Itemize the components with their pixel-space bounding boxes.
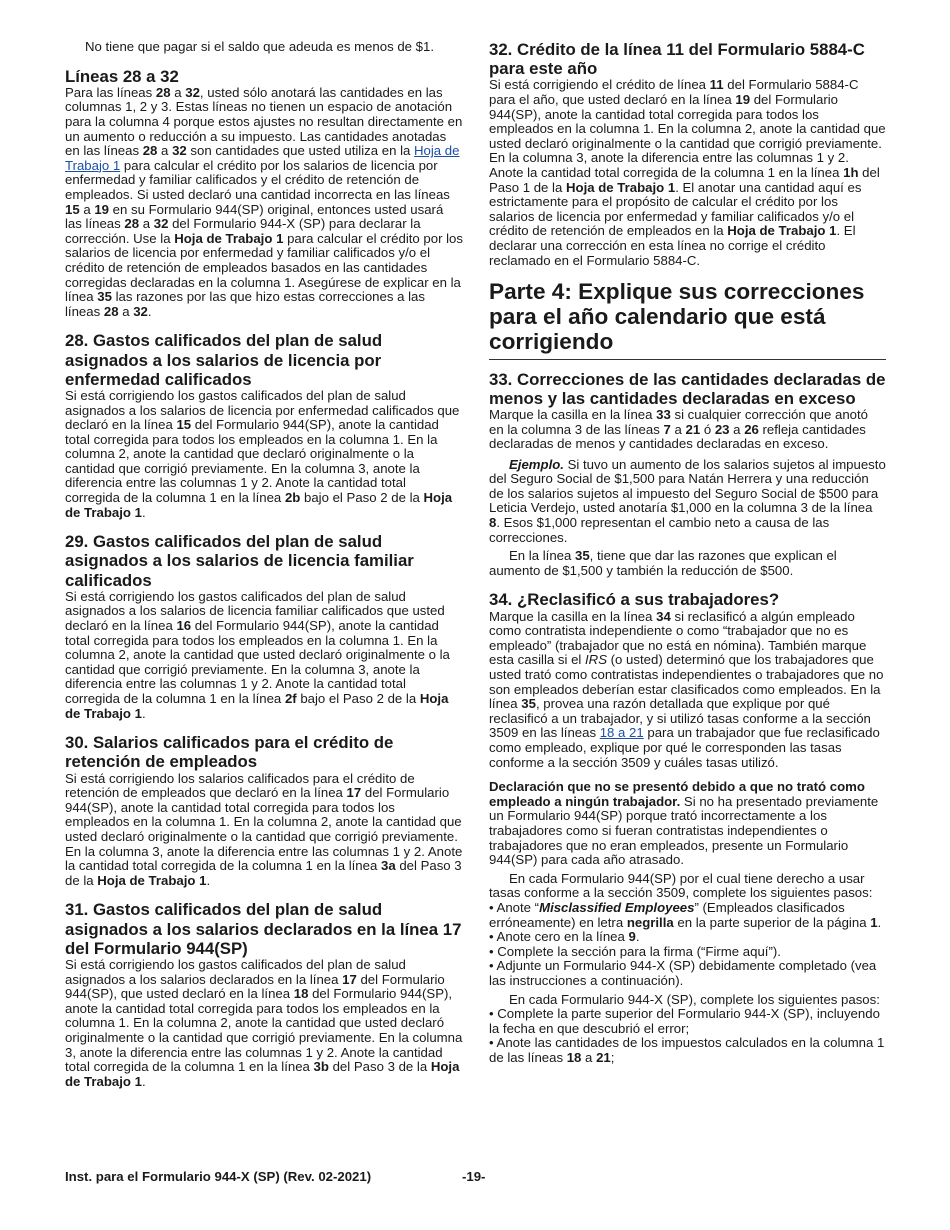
bullet-tax-amounts: • Anote las cantidades de los impuestos calculados en la columna 1 de las líneas 18 a 21; [489, 1035, 885, 1065]
section-31-heading: 31. Gastos calificados del plan de salud asignados a los salarios declarados en la línea 17 del Formulario 944(SP) [65, 900, 462, 958]
bullet-line-9-zero: • Anote cero en la línea 9. [489, 929, 640, 945]
lines-28-32-body: Para las líneas 28 a 32, usted sólo anotará las cantidades en las columnas 1, 2 y 3. Estas líneas no tienen un espacio de anotación para la columna 4 porque estos ajustes no resultan directamente en un aumento o reducción a su impuesto. Las cantidades anotadas en las líneas 28 a 32 son cantidades que usted utiliza en la Hoja de Trabajo 1 para calcular el crédito por los salarios de licencia por enfermedad y familiar calificados y el crédito de retención de empleados. Si usted declaró una cantidad incorrecta en las líneas 15 a 19 en su Formulario 944(SP) original, entonces usted usará las líneas 28 a 32 del Formulario 944-X (SP) para declarar la corrección. Use la Hoja de Trabajo 1 para calcular el crédito por los salarios de licencia por enfermedad y familiar calificados y/o el crédito de retención de empleados basados en las cantidades corregidas declaradas en la columna 1. Asegúrese de explicar en la línea 35 las razones por las que hizo estas correcciones a las líneas 28 a 32. [65, 84, 463, 319]
section-30-heading: 30. Salarios calificados para el crédito de retención de empleados [65, 733, 394, 772]
section-34-heading: 34. ¿Reclasificó a sus trabajadores? [489, 590, 780, 610]
line-35-paragraph: En la línea 35, tiene que dar las razones que explican el aumento de $1,500 y también la reducción de $500. [489, 548, 837, 578]
lines-28-32-heading: Líneas 28 a 32 [65, 66, 179, 86]
section-28-body: Si está corrigiendo los gastos calificados del plan de salud asignados a los salarios de licencia por enfermedad calificados que declaró en la línea 15 del Formulario 944(SP), anote la cantidad total corregida para todos los empleados en la columna 1. En la columna 2, anote la cantidad que declaró originalmente o la cantidad que corrigió previamente. En la columna 3, anote la diferencia entre las columnas 1 y 2. Anote la cantidad total corregida de la columna 1 en la línea 2b bajo el Paso 2 de la Hoja de Trabajo 1. [65, 387, 460, 520]
section-33-body: Marque la casilla en la línea 33 si cualquier corrección que anotó en la columna 3 de las líneas 7 a 21 ó 23 a 26 refleja cantidades declaradas de menos y cantidades declaradas en exceso. [489, 406, 869, 452]
each-944-intro: En cada Formulario 944(SP) por el cual tiene derecho a usar tasas conforme a la sección 3509, complete los siguientes pasos: [489, 870, 873, 901]
lines-18-21-link[interactable]: 18 a 21 [599, 725, 644, 741]
footer-form-title: Inst. para el Formulario 944-X (SP) (Rev. 02-2021) [65, 1169, 372, 1184]
section-31-body: Si está corrigiendo los gastos calificados del plan de salud asignados a los salarios declarados en la línea 17 del Formulario 944(SP), que usted declaró en la línea 18 del Formulario 944(SP), anote la cantidad total corregida para todos los empleados en la columna 1. En la columna 2, anote la cantidad que usted declaró originalmente o la cantidad que corrigió previamente. En la columna 3, anote la diferencia entre las columnas 1 y 2. Anote la cantidad total corregida de la columna 1 en la línea 3b del Paso 3 de la Hoja de Trabajo 1. [65, 956, 463, 1089]
each-944x-intro: En cada Formulario 944-X (SP), complete los siguientes pasos: [509, 991, 880, 1007]
example-paragraph: Ejemplo. Si tuvo un aumento de los salarios sujetos al impuesto del Seguro Social de $1,500 para Natán Herrera y una reducción de los salarios sujetos al impuesto del Seguro Social de $500 para Leticia Verdejo, usted anotaría $1,000 en la columna 3 de la línea 8. Esos $1,000 representan el cambio neto a causa de las correcciones. [489, 456, 886, 545]
bullet-complete-top: • Complete la parte superior del Formulario 944-X (SP), incluyendo la fecha en que descubrió el error; [489, 1006, 880, 1036]
unfiled-return-paragraph: Declaración que no se presentó debido a que no trató como empleado a ningún trabajador. Si no ha presentado previamente un Formulario 944(SP) porque trató incorrectamente a los trabajadores como si fueran contratistas independientes o trabajadores que no eran empleados, presente un Formulario 944(SP) para cada año atrasado. [489, 779, 879, 868]
worksheet-1-link[interactable]: Hoja de Trabajo 1 [65, 143, 460, 173]
section-32-body: Si está corrigiendo el crédito de línea 11 del Formulario 5884-C para el año, que usted declaró en la línea 19 del Formulario 944(SP), anote la cantidad total corregida para todos los empleados en la columna 1. En la columna 2, anote la cantidad que usted declaró originalmente o la cantidad que corrigió previamente. En la columna 3, anote la diferencia entre las columnas 1 y 2. Anote la cantidad total corregida de la columna 1 en la línea 1h del Paso 1 de la Hoja de Trabajo 1. El anotar una cantidad aquí es estrictamente para el propósito de calcular el crédito por los salarios de licencia por enfermedad y familiar calificados y/o el crédito de retención de empleados en la Hoja de Trabajo 1. El declarar una corrección en esta línea no corrige el crédito reclamado en el Formulario 5884-C. [489, 77, 886, 268]
balance-note: No tiene que pagar si el saldo que adeuda es menos de $1. [85, 39, 434, 54]
section-29-heading: 29. Gastos calificados del plan de salud asignados a los salarios de licencia familiar calificados [65, 532, 414, 590]
section-33-heading: 33. Correcciones de las cantidades declaradas de menos y las cantidades declaradas en exceso [489, 369, 886, 408]
section-29-body: Si está corrigiendo los gastos calificados del plan de salud asignados a los salarios de licencia familiar calificados que usted declaró en la línea 16 del Formulario 944(SP), anote la cantidad total corregida para todos los empleados en la columna 1. En la columna 2, anote la cantidad que usted declaró originalmente o la cantidad que corrigió previamente. En la columna 3, anote la diferencia entre las columnas 1 y 2. Anote la cantidad total corregida de la columna 1 en la línea 2f bajo el Paso 2 de la Hoja de Trabajo 1. [65, 588, 450, 721]
left-column [65, 40, 463, 1089]
bullet-attach-944x: • Adjunte un Formulario 944-X (SP) debidamente completado (vea las instrucciones a continuación). [489, 958, 877, 988]
part-4-heading: Parte 4: Explique sus correcciones para el año calendario que está corrigiendo [489, 279, 865, 354]
part-4-divider [489, 359, 886, 360]
section-32-heading: 32. Crédito de la línea 11 del Formulario 5884-C para este año [489, 40, 865, 79]
bullet-signature: • Complete la sección para la firma (“Firme aquí”). [489, 943, 781, 959]
page-footer [65, 1169, 886, 1187]
section-34-body: Marque la casilla en la línea 34 si reclasificó a algún empleado como contratista independiente o como “trabajador que no es empleado” (trabajador que no está en nómina). También marque esta casilla si el IRS (o usted) determinó que los trabajadores que usted trató como contratistas independientes o trabajadores que no son empleados deberían estar clasificados como empleados. En la línea 35, provea una razón detallada que explique por qué reclasificó a un trabajador, y si utilizó tasas conforme a la sección 3509 en las líneas 18 a 21 para un trabajador que fue reclasificado como empleado, explique por qué le corresponden las tasas conforme a la sección 3509 y cuáles tasas utilizó. [489, 608, 884, 770]
section-30-body: Si está corrigiendo los salarios calificados para el crédito de retención de empleados que declaró en la línea 17 del Formulario 944(SP), anote la cantidad total corregida para todos los empleados en la columna 1. En la columna 2, anote la cantidad que usted declaró originalmente o la cantidad que corrigió previamente. En la columna 3, anote la diferencia entre las columnas 1 y 2. Anote la cantidad total corregida de la columna 1 en la línea 3a del Paso 3 de la Hoja de Trabajo 1. [65, 770, 463, 888]
right-column [489, 40, 886, 1065]
page-number: -19- [462, 1169, 486, 1184]
section-28-heading: 28. Gastos calificados del plan de salud asignados a los salarios de licencia por enfermedad calificados [65, 331, 383, 389]
bullet-misclassified: • Anote “Misclassified Employees” (Empleados clasificados erróneamente) en letra negrilla en la parte superior de la página 1. [489, 899, 882, 930]
